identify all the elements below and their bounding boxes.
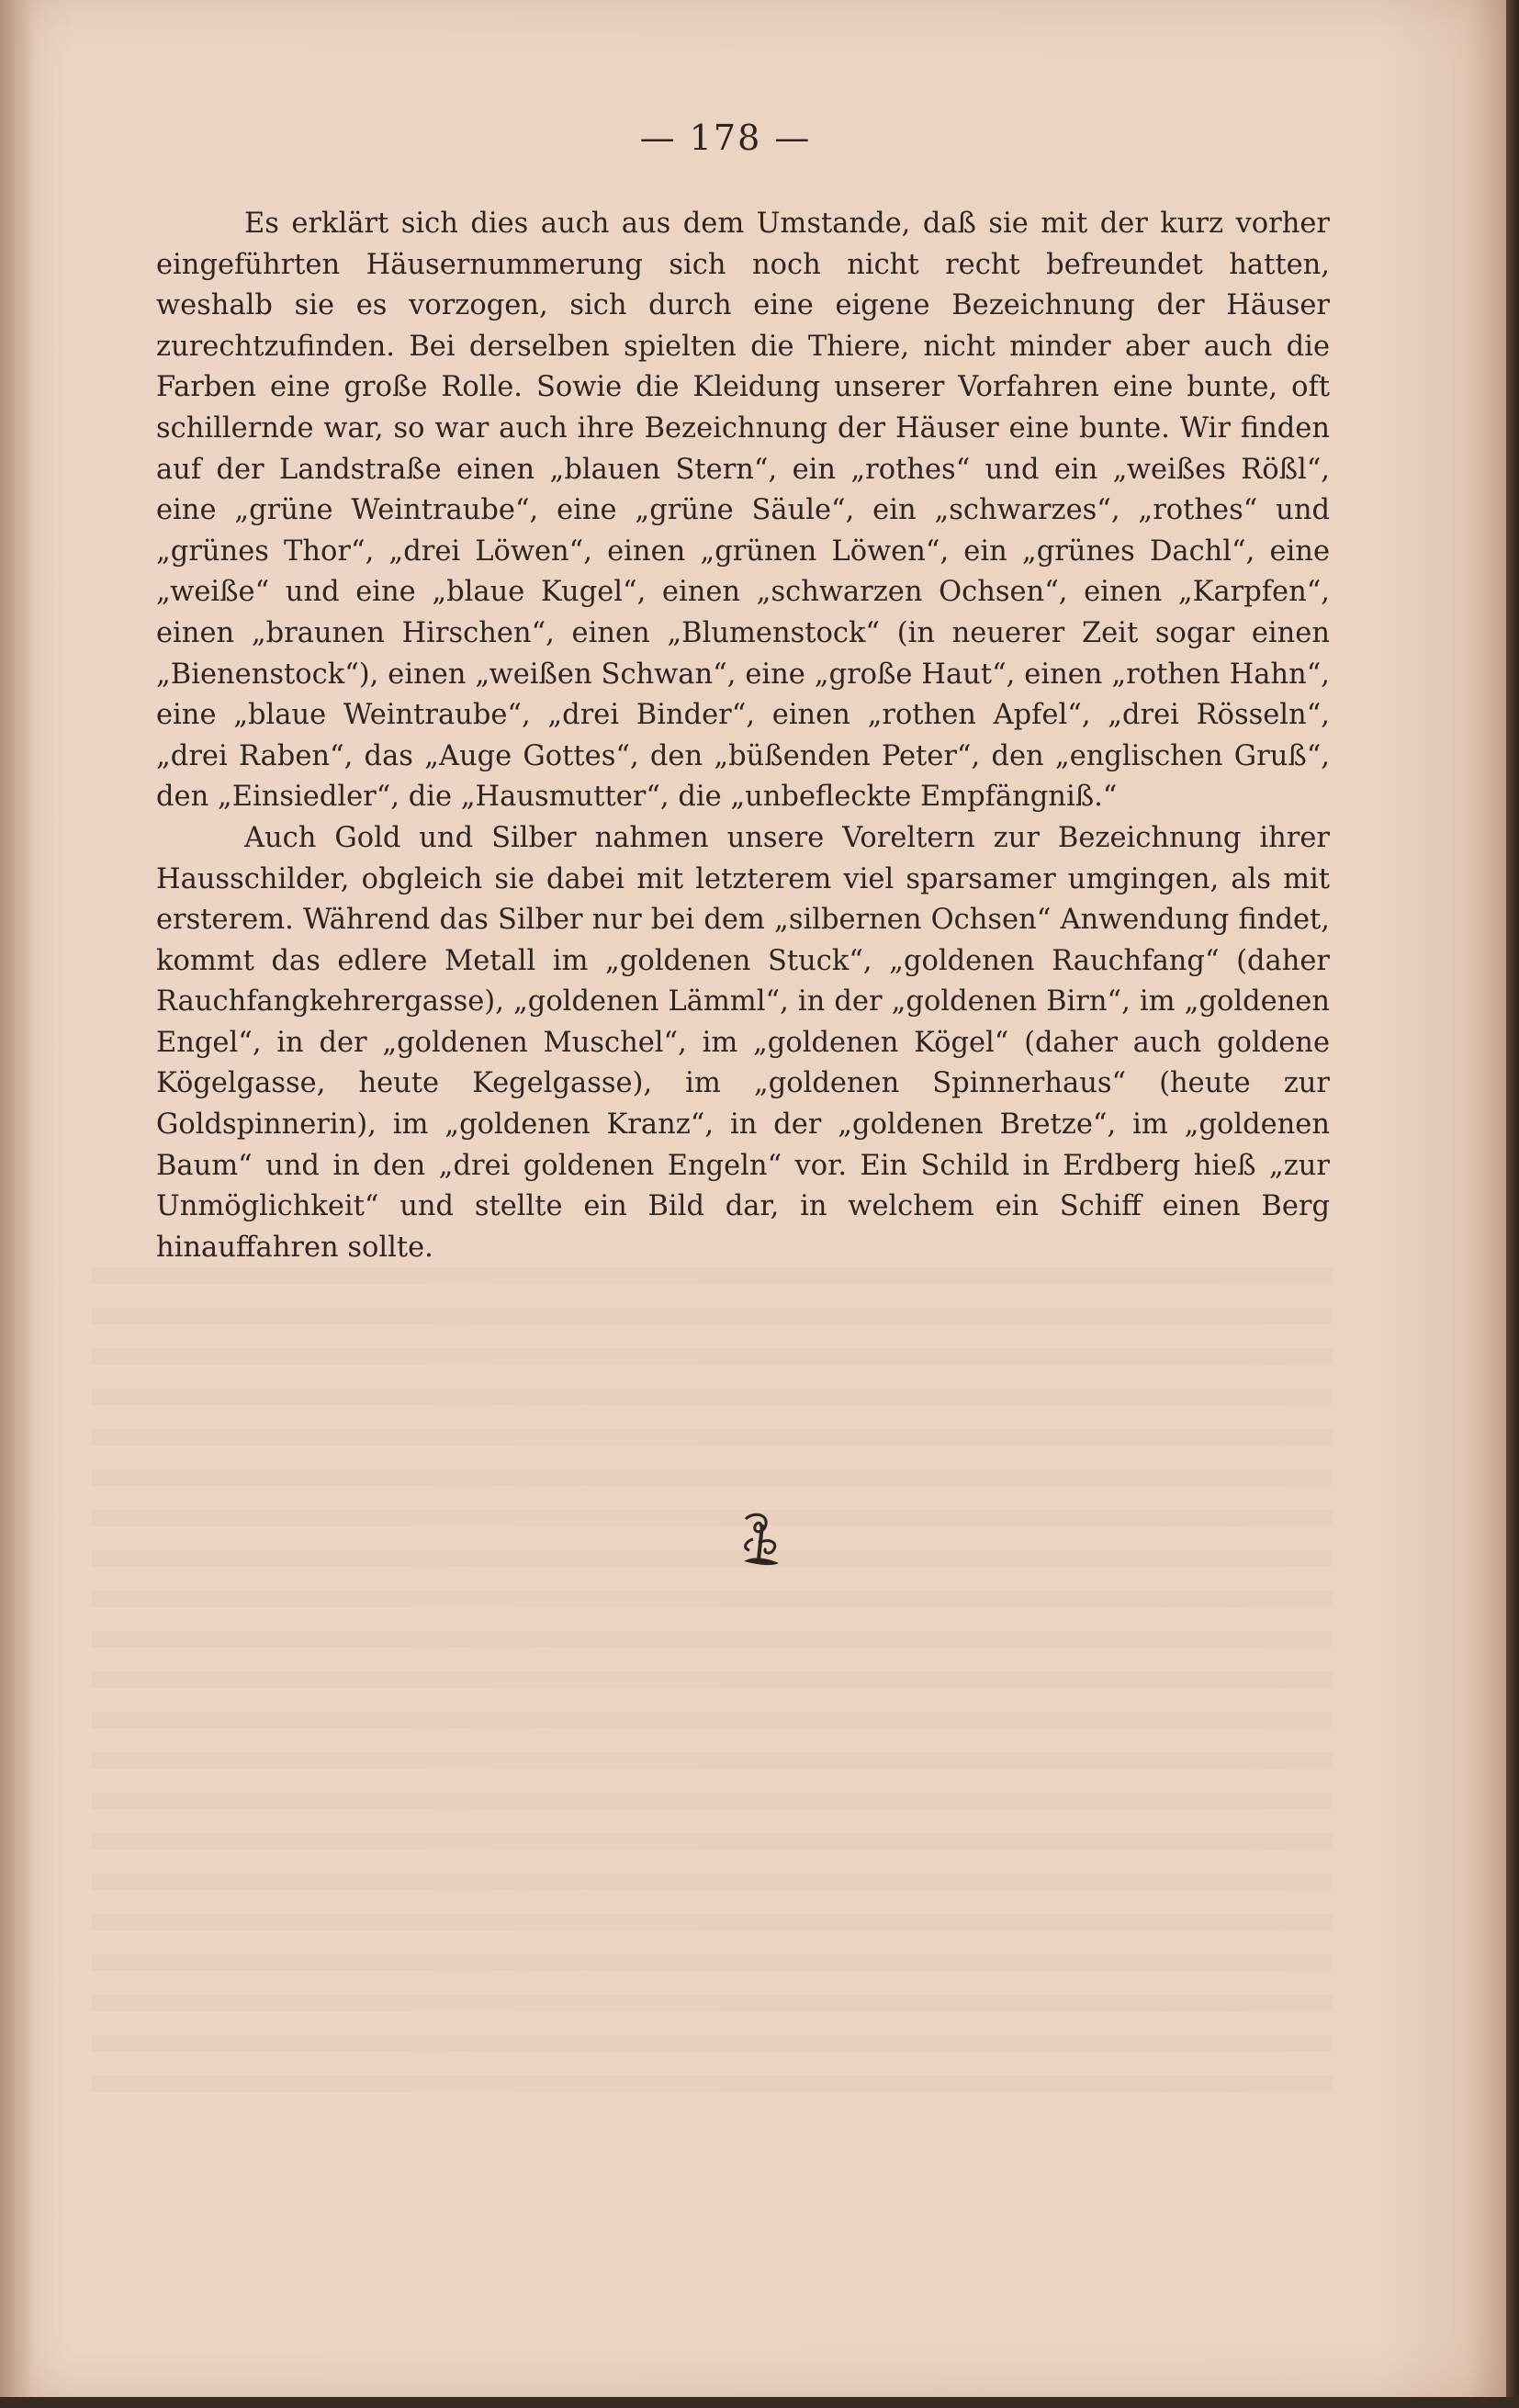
book-edge-right xyxy=(1506,0,1519,2408)
paragraph-1: Es erklärt sich dies auch aus dem Umstande, daß sie mit der kurz vorher eingeführten Häusernummerung sich noch nicht recht befreundet hatten, weshalb sie es vorzogen, sich durch eine eigene Bezeichnung der Häuser zurechtzufinden. Bei derselben spielten die Thiere, nicht minder aber auch die Farben eine große Rolle. Sowie die Kleidung unserer Vorfahren eine bunte, oft schillernde war, so war auch ihre Bezeichnung der Häuser eine bunte. Wir finden auf der Landstraße einen „blauen Stern“, ein „rothes“ und ein „weißes Rößl“, eine „grüne Weintraube“, eine „grüne Säule“, ein „schwarzes“, „rothes“ und „grünes Thor“, „drei Löwen“, einen „grünen Löwen“, ein „grünes Dachl“, eine „weiße“ und eine „blaue Kugel“, einen „schwarzen Ochsen“, einen „Karpfen“, einen „braunen Hirschen“, einen „Blumenstock“ (in neuerer Zeit sogar einen „Bienenstock“), einen „weißen Schwan“, eine „große Haut“, einen „rothen Hahn“, eine „blaue Weintraube“, „drei Binder“, einen „rothen Apfel“, „drei Rösseln“, „drei Raben“, das „Auge Gottes“, den „büßenden Peter“, den „englischen Gruß“, den „Einsiedler“, die „Hausmutter“, die „unbefleckte Empfängniß.“ xyxy=(156,208,1330,814)
fleuron-icon xyxy=(726,1506,799,1580)
page-number: — 178 — xyxy=(639,118,812,158)
book-edge-bottom xyxy=(0,2397,1519,2408)
paragraph-2: Auch Gold und Silber nahmen unsere Voreltern zur Bezeichnung ihrer Hausschilder, obgleich sie dabei mit letzterem viel sparsamer umgingen, als mit ersterem. Während das Silber nur bei dem „silbernen Ochsen“ Anwendung findet, kommt das edlere Metall im „goldenen Stuck“, „goldenen Rauchfang“ (daher Rauchfangkehrergasse), „goldenen Lämml“, in der „goldenen Birn“, im „goldenen Engel“, in der „goldenen Muschel“, im „goldenen Kögel“ (daher auch goldene Kögelgasse, heute Kegelgasse), im „goldenen Spinnerhaus“ (heute zur Goldspinnerin), im „goldenen Kranz“, in der „goldenen Bretze“, im „goldenen Baum“ und in den „drei goldenen Engeln“ vor. Ein Schild in Erdberg hieß „zur Unmöglichkeit“ und stellte ein Bild dar, in welchem ein Schiff einen Berg hinauffahren sollte. xyxy=(156,821,1330,1264)
page-gutter xyxy=(0,0,35,2397)
show-through-text xyxy=(92,1267,1332,2094)
body-text xyxy=(156,204,1330,1268)
